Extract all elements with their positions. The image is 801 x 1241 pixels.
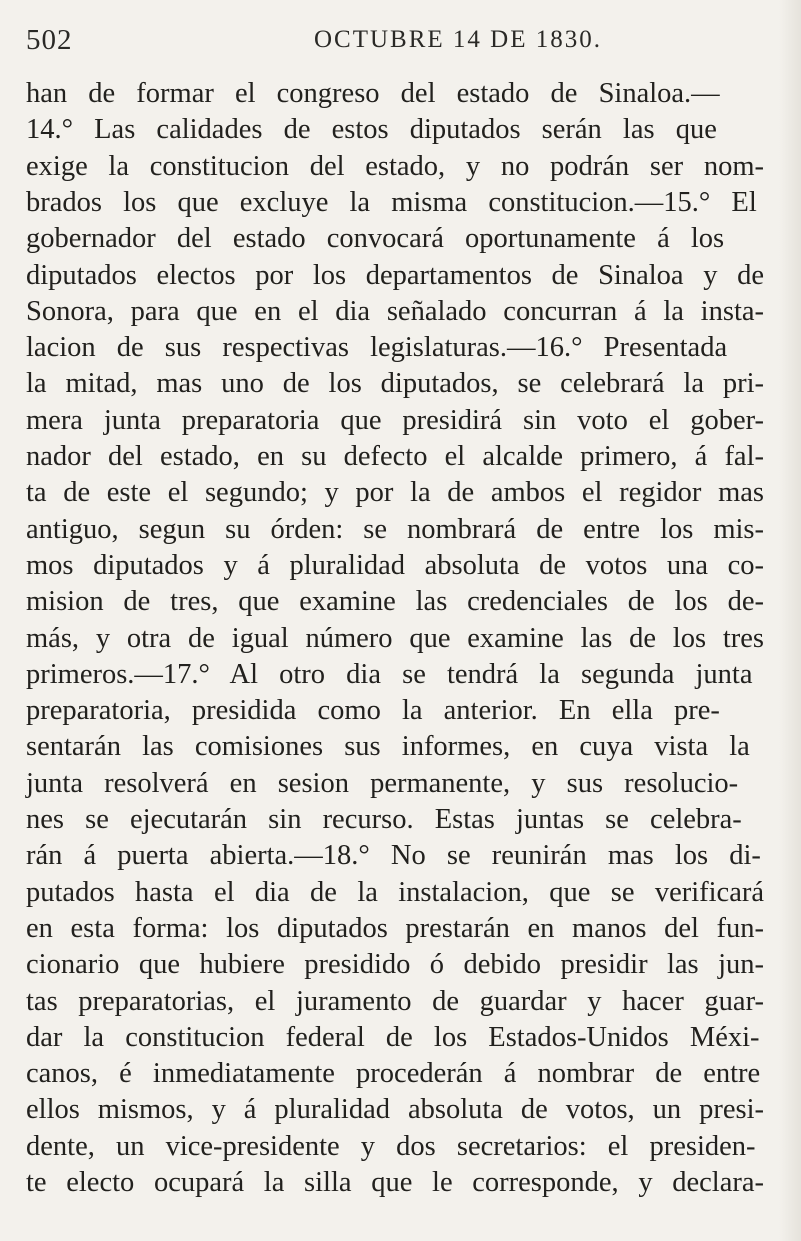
text-line: dar la constitucion federal de los Estados-Unidos Méxi- — [26, 1021, 760, 1053]
text-line: sentarán las comisiones sus informes, en cuya vista la — [26, 731, 750, 763]
text-line: preparatoria, presidida como la anterior. En ella pre- — [26, 695, 720, 727]
running-title: OCTUBRE 14 DE 1830. — [314, 26, 602, 53]
text-line: exige la constitucion del estado, y no podrán ser nom- — [26, 150, 764, 182]
text-line: ta de este el segundo; y por la de ambos el regidor mas — [26, 477, 764, 509]
text-line: mision de tres, que examine las credenciales de los de- — [26, 586, 764, 618]
text-line: ellos mismos, y á pluralidad absoluta de votos, un presi- — [26, 1094, 764, 1126]
text-line: nes se ejecutarán sin recurso. Estas juntas se celebra- — [26, 804, 742, 835]
text-line: lacion de sus respectivas legislaturas.—16.° Presentada — [26, 332, 728, 364]
text-line: 14.° Las calidades de estos diputados serán las que — [26, 114, 717, 146]
text-line: la mitad, mas uno de los diputados, se celebrará la pri- — [26, 368, 764, 400]
text-line: tas preparatorias, el juramento de guardar y hacer guar- — [26, 985, 764, 1017]
text-line: junta resolverá en sesion permanente, y sus resolucio- — [26, 767, 739, 799]
text-line: nador del estado, en su defecto el alcalde primero, á fal- — [26, 441, 764, 472]
text-line: mera junta preparatoria que presidirá sin voto el gober- — [26, 404, 764, 436]
text-line: putados hasta el dia de la instalacion, que se verificará — [26, 876, 764, 908]
text-line: diputados electos por los departamentos de Sinaloa y de — [26, 259, 764, 291]
page-number: 502 — [26, 24, 73, 56]
text-line: dente, un vice-presidente y dos secretarios: el presiden- — [26, 1130, 756, 1162]
text-line: han de formar el congreso del estado de Sinaloa.— — [26, 78, 720, 109]
text-line: en esta forma: los diputados prestarán en manos del fun- — [26, 912, 764, 944]
page-edge-shadow — [779, 0, 801, 1241]
text-line: te electo ocupará la silla que le corresponde, y declara- — [26, 1167, 764, 1198]
text-line: mos diputados y á pluralidad absoluta de votos una co- — [26, 549, 764, 581]
running-head — [26, 20, 626, 60]
text-line: rán á puerta abierta.—18.° No se reunirán mas los di- — [26, 840, 761, 872]
text-line: Sonora, para que en el dia señalado concurran á la insta- — [26, 295, 764, 327]
text-line: canos, é inmediatamente procederán á nombrar de entre — [26, 1058, 761, 1090]
text-line: brados los que excluye la misma constitucion.—15.° El — [26, 186, 757, 218]
text-line: cionario que hubiere presidido ó debido presidir las jun- — [26, 949, 764, 981]
text-line: gobernador del estado convocará oportunamente á los — [26, 223, 725, 255]
text-line: más, y otra de igual número que examine las de los tres — [26, 622, 764, 654]
text-line: antiguo, segun su órden: se nombrará de entre los mis- — [26, 513, 764, 545]
text-line: primeros.—17.° Al otro dia se tendrá la segunda junta — [26, 658, 753, 690]
